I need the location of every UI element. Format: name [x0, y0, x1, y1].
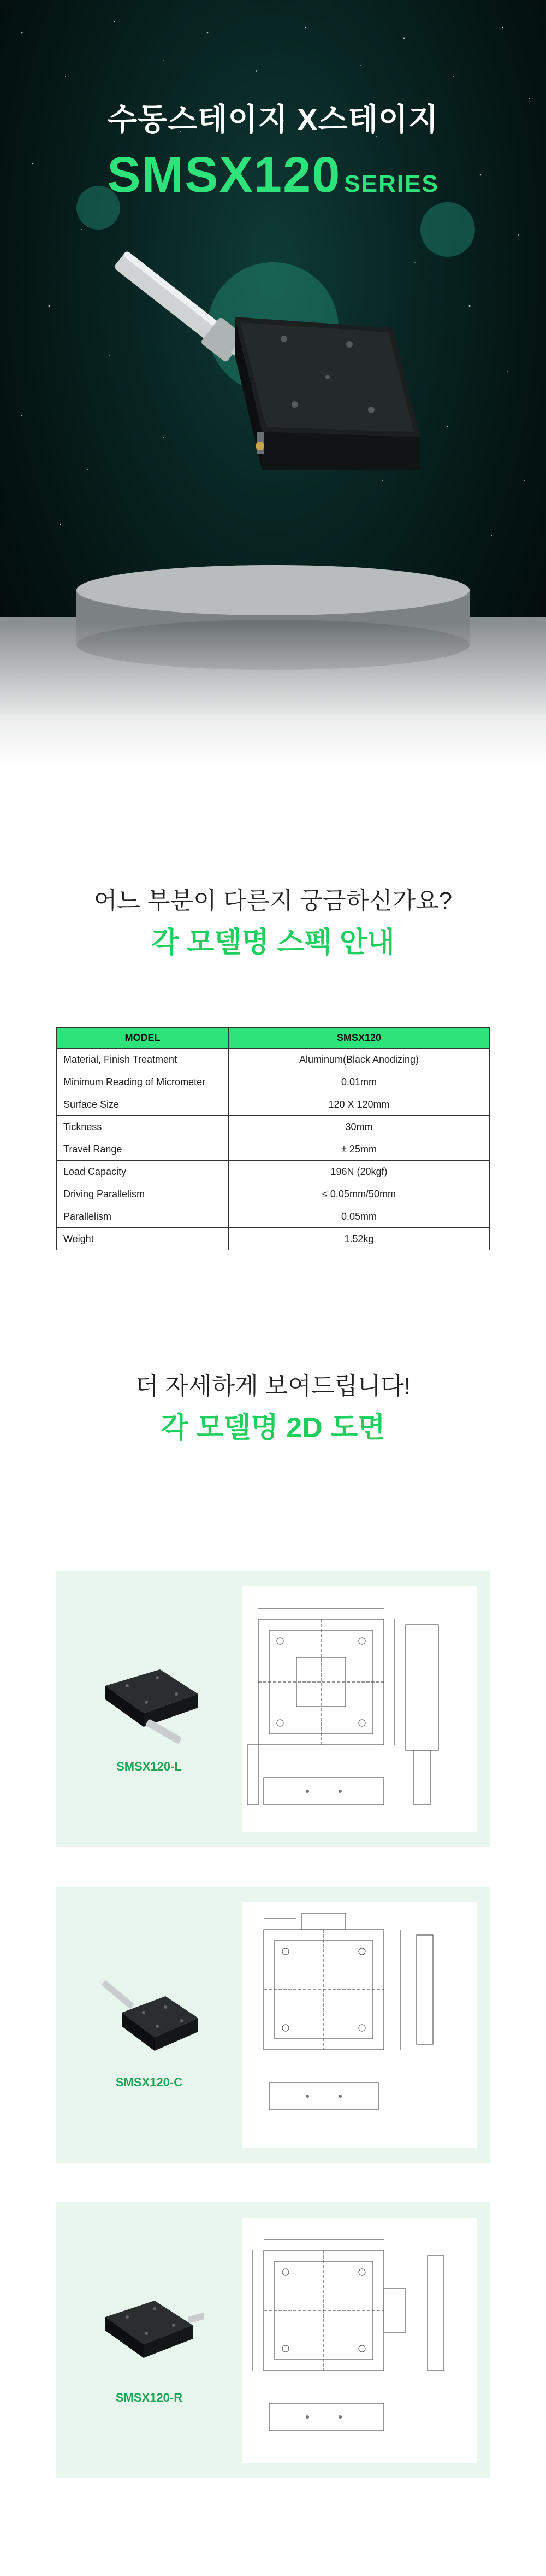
spec-label: Load Capacity: [57, 1161, 229, 1183]
hero-banner: [0, 0, 546, 765]
table-row: [57, 1071, 490, 1093]
spec-heading: 각 모델명 스펙 안내: [151, 927, 395, 958]
hero-title: 수동스테이지 X스테이지: [108, 102, 438, 137]
spec-header-value: SMSX120: [229, 1028, 490, 1049]
table-row: [57, 1161, 490, 1183]
hero-model: [0, 146, 546, 204]
table-row: [57, 1093, 490, 1116]
technical-drawing: [242, 1586, 477, 1832]
spec-value: 30mm: [229, 1116, 490, 1138]
table-row: [57, 1228, 490, 1250]
drawing-question: 더 자세하게 보여드립니다!: [135, 1373, 411, 1399]
drawing-card-l: [56, 1571, 490, 1847]
spec-label: Parallelism: [57, 1205, 229, 1228]
drawing-card-r: [56, 2202, 490, 2478]
spec-header-model: MODEL: [57, 1028, 229, 1049]
spec-question: 어느 부분이 다른지 궁금하신가요?: [93, 887, 453, 914]
drawing-caption: SMSX120-R: [115, 2391, 183, 2404]
spec-value: ± 25mm: [229, 1138, 490, 1161]
drawing-card-c: [56, 1887, 490, 2163]
spec-label: Travel Range: [57, 1138, 229, 1161]
spec-label: Weight: [57, 1228, 229, 1250]
technical-drawing: [242, 2218, 477, 2463]
spec-value: 1.52kg: [229, 1228, 490, 1250]
table-row: [57, 1183, 490, 1205]
technical-drawing: [242, 1902, 477, 2148]
drawing-heading: 각 모델명 2D 도면: [161, 1412, 385, 1444]
table-row: [57, 1138, 490, 1161]
spec-value: 120 X 120mm: [229, 1093, 490, 1116]
spec-value: 0.05mm: [229, 1205, 490, 1228]
spec-value: 0.01mm: [229, 1071, 490, 1093]
drawing-caption: SMSX120-L: [116, 1760, 182, 1773]
product-photo: [94, 1653, 204, 1746]
spec-label: Driving Parallelism: [57, 1183, 229, 1205]
hero-fade: [0, 623, 546, 765]
spec-value: Aluminum(Black Anodizing): [229, 1049, 490, 1071]
hero-model-name: SMSX120: [107, 147, 341, 203]
table-row: [57, 1205, 490, 1228]
spec-value: ≤ 0.05mm/50mm: [229, 1183, 490, 1205]
spec-label: Tickness: [57, 1116, 229, 1138]
product-photo: [94, 2284, 204, 2377]
table-row: [57, 1116, 490, 1138]
hero-series-label: SERIES: [344, 170, 439, 197]
drawing-caption: SMSX120-C: [115, 2075, 183, 2089]
spec-label: Surface Size: [57, 1093, 229, 1116]
table-row: [57, 1049, 490, 1071]
spec-label: Material, Finish Treatment: [57, 1049, 229, 1071]
product-photo: [94, 1969, 204, 2062]
spec-label: Minimum Reading of Micrometer: [57, 1071, 229, 1093]
spec-table: [56, 1027, 490, 1250]
spec-value: 196N (20kgf): [229, 1161, 490, 1183]
spec-table-header-row: [57, 1028, 490, 1049]
